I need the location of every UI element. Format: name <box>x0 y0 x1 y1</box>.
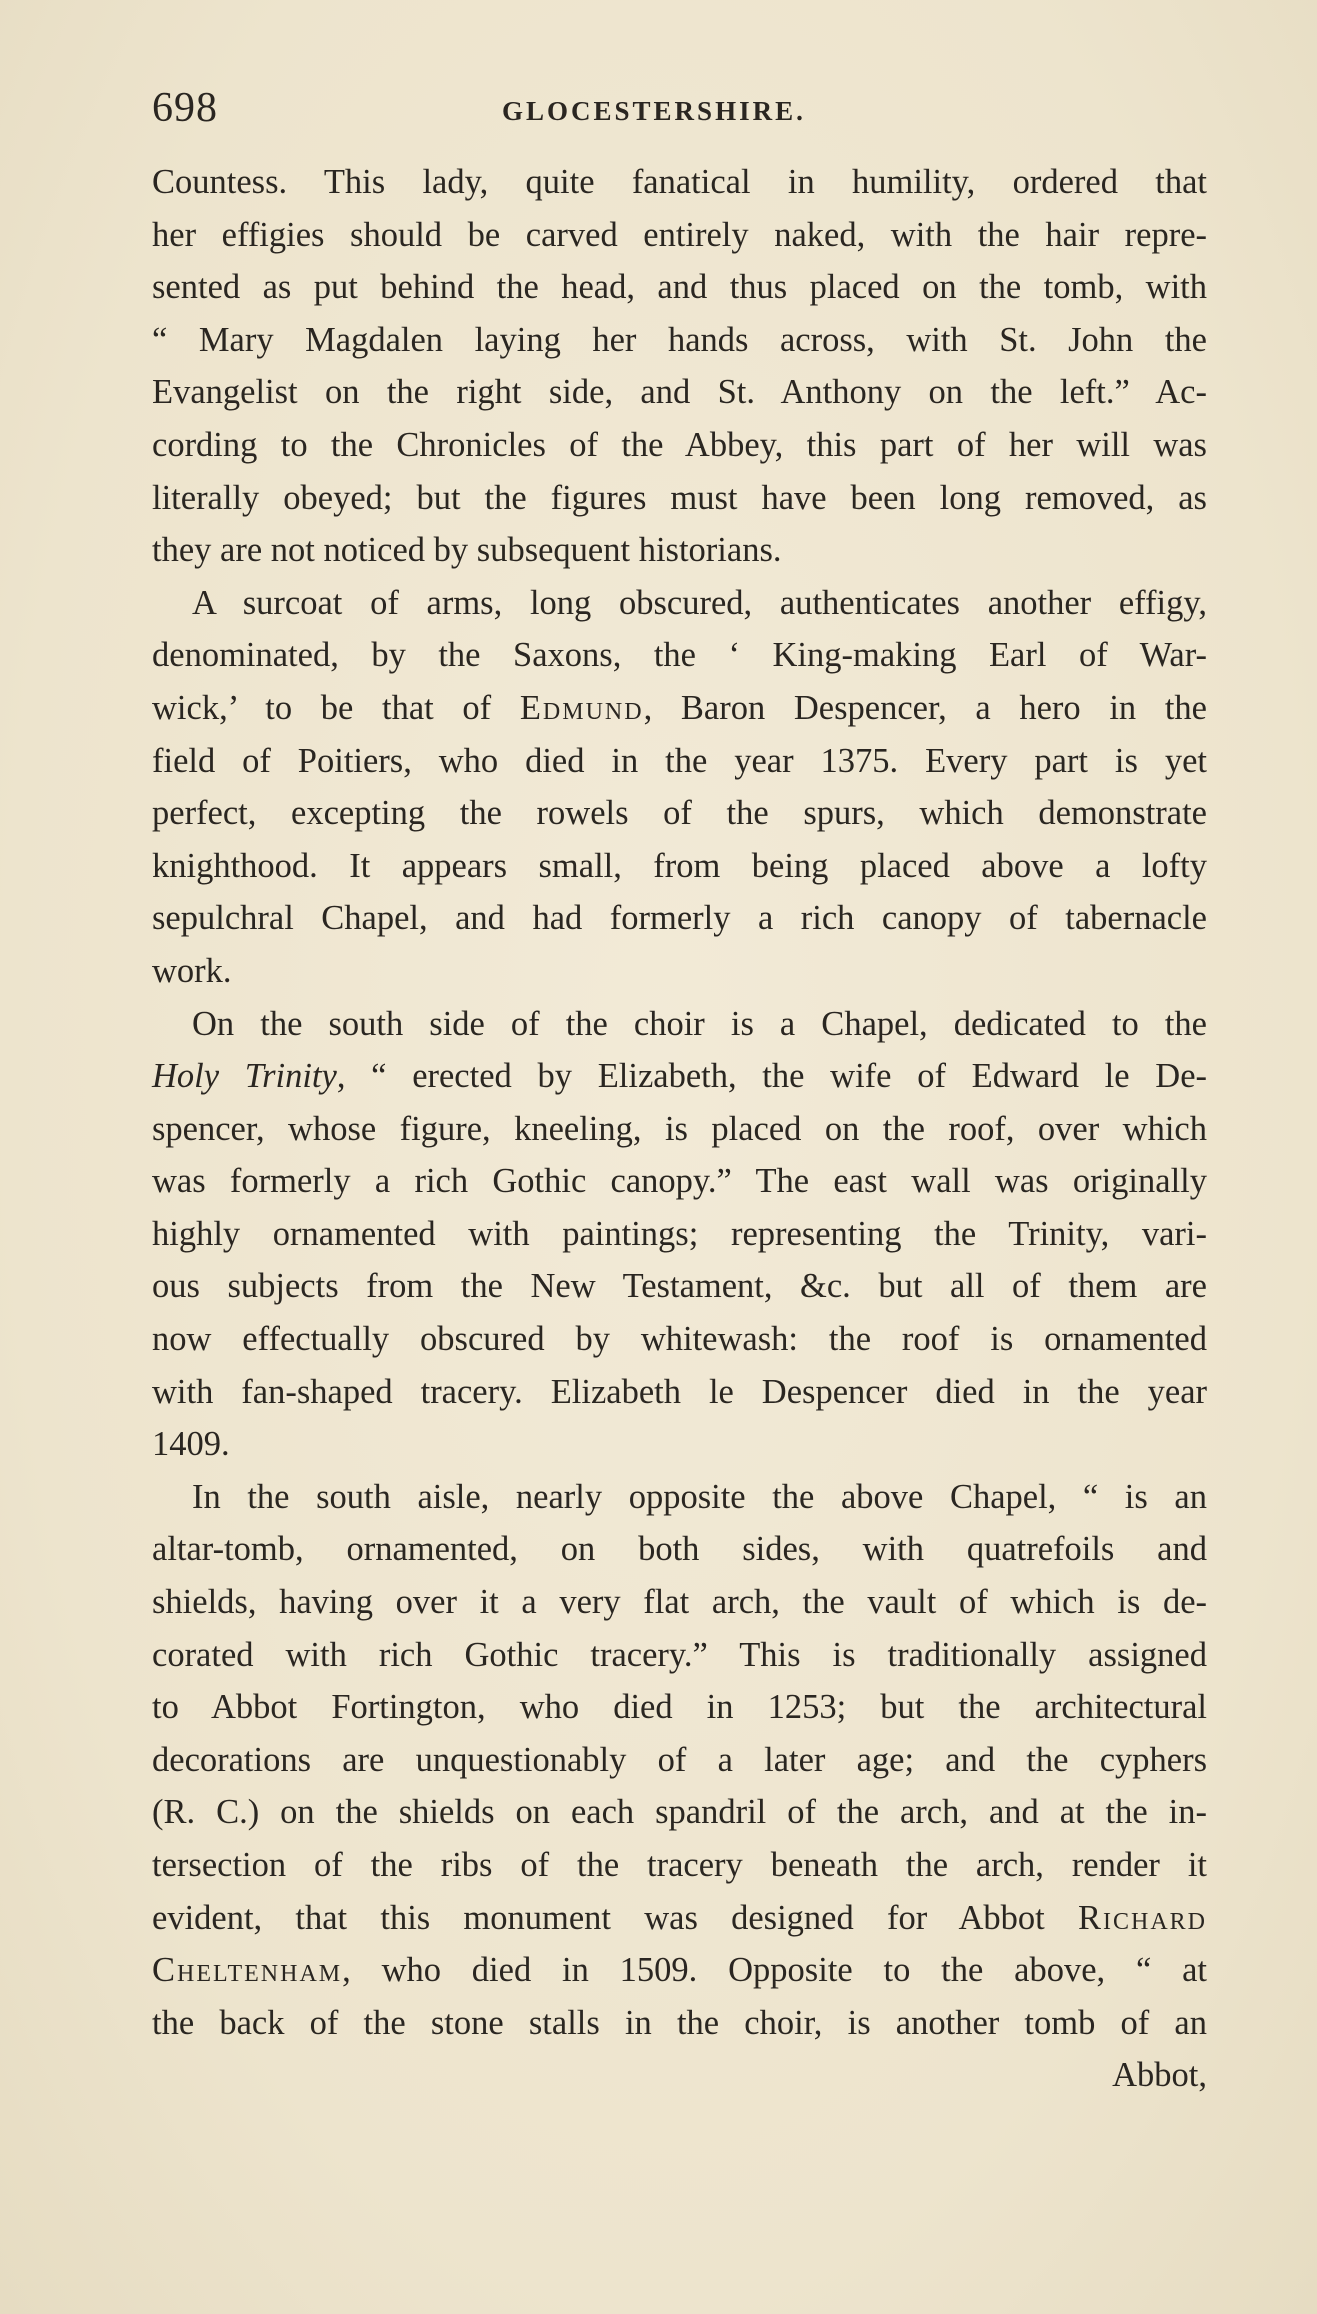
text-line: sepulchral Chapel, and had formerly a rich canopy of tabernacle <box>152 899 1207 938</box>
text-line: her effigies should be carved entirely naked, with the hair repre- <box>152 215 1207 254</box>
text-line: shields, having over it a very flat arch, the vault of which is de- <box>152 1583 1207 1622</box>
catchword: Abbot, <box>1112 2056 1207 2095</box>
text-line: they are not noticed by subsequent historians. <box>152 531 782 570</box>
text-segment: wick,’ to be that of <box>152 688 520 727</box>
small-caps-name: Cheltenham <box>152 1951 343 1990</box>
text-line <box>152 1050 1207 1103</box>
text-line <box>152 1944 1207 1997</box>
italic-title: Holy Trinity <box>152 1057 337 1096</box>
text-line: denominated, by the Saxons, the ‘ King-making Earl of War- <box>152 636 1207 675</box>
text-line: perfect, excepting the rowels of the spurs, which demonstrate <box>152 794 1207 833</box>
text-line: literally obeyed; but the figures must have been long removed, as <box>152 478 1207 517</box>
paragraph <box>152 998 1207 1471</box>
body-text <box>152 156 1207 2102</box>
text-line: “ Mary Magdalen laying her hands across, with St. John the <box>152 320 1207 359</box>
text-line: the back of the stone stalls in the choir, is another tomb of an <box>152 2003 1207 2042</box>
paragraph <box>152 577 1207 998</box>
paragraph <box>152 156 1207 577</box>
text-segment: , “ erected by Elizabeth, the wife of Edward le De- <box>336 1057 1207 1096</box>
text-line <box>152 1892 1207 1945</box>
text-line: field of Poitiers, who died in the year 1375. Every part is yet <box>152 741 1207 780</box>
text-line: work. <box>152 951 232 990</box>
text-line: A surcoat of arms, long obscured, authenticates another effigy, <box>192 583 1207 622</box>
text-line: was formerly a rich Gothic canopy.” The east wall was originally <box>152 1162 1207 1201</box>
text-line: Evangelist on the right side, and St. Anthony on the left.” Ac- <box>152 373 1207 412</box>
text-line: decorations are unquestionably of a later age; and the cyphers <box>152 1740 1207 1779</box>
text-line: corated with rich Gothic tracery.” This is traditionally assigned <box>152 1635 1207 1674</box>
text-segment: , who died in 1509. Opposite to the above, “ at <box>342 1951 1207 1990</box>
text-line: now effectually obscured by whitewash: the roof is ornamented <box>152 1320 1207 1359</box>
text-line: In the south aisle, nearly opposite the above Chapel, “ is an <box>192 1477 1207 1516</box>
page-header <box>152 85 1210 131</box>
text-line: tersection of the ribs of the tracery beneath the arch, render it <box>152 1846 1207 1884</box>
small-caps-name: Edmund <box>519 688 644 727</box>
text-segment: , Baron Despencer, a hero in the <box>643 688 1207 727</box>
text-line: cording to the Chronicles of the Abbey, this part of her will was <box>152 425 1207 464</box>
text-line: sented as put behind the head, and thus placed on the tomb, with <box>152 268 1207 307</box>
text-line: highly ornamented with paintings; representing the Trinity, vari- <box>152 1214 1207 1253</box>
page-number: 698 <box>152 85 218 131</box>
text-line: ous subjects from the New Testament, &c. but all of them are <box>152 1267 1207 1306</box>
text-line: spencer, whose figure, kneeling, is placed on the roof, over which <box>152 1109 1207 1148</box>
text-line: to Abbot Fortington, who died in 1253; but the architectural <box>152 1688 1207 1727</box>
text-line: knighthood. It appears small, from being placed above a lofty <box>152 846 1207 885</box>
small-caps-name: Richard <box>1077 1898 1207 1937</box>
running-head: GLOCESTERSHIRE. <box>502 96 806 126</box>
text-line: (R. C.) on the shields on each spandril of the arch, and at the in- <box>152 1793 1207 1832</box>
text-line: with fan-shaped tracery. Elizabeth le Despencer died in the year <box>152 1372 1207 1411</box>
text-line: On the south side of the choir is a Chapel, dedicated to the <box>192 1004 1207 1043</box>
paragraph <box>152 1471 1207 2050</box>
text-line: 1409. <box>152 1425 230 1464</box>
text-segment: evident, that this monument was designed for Abbot <box>152 1898 1078 1937</box>
text-line: altar-tomb, ornamented, on both sides, with quatrefoils and <box>152 1530 1207 1569</box>
text-line <box>152 682 1207 735</box>
text-line: Countess. This lady, quite fanatical in humility, ordered that <box>152 163 1207 201</box>
